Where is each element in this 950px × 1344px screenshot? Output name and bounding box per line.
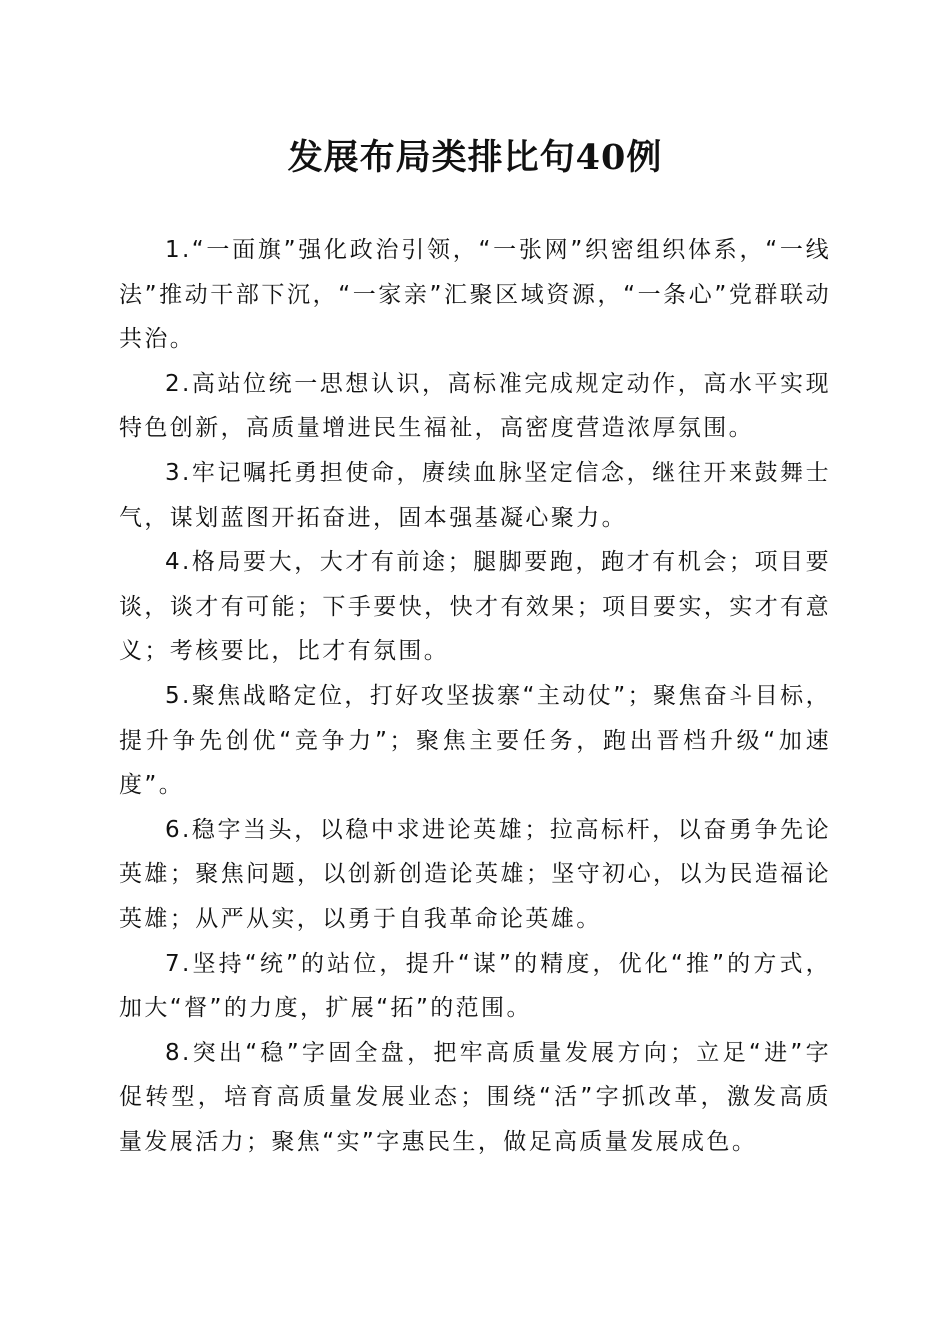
paragraph-7: 7.坚持“统”的站位，提升“谋”的精度，优化“推”的方式，加大“督”的力度，扩展“拓”的范围。 — [119, 950, 831, 1022]
document-body — [119, 228, 831, 1164]
paragraph-1: 1.“一面旗”强化政治引领，“一张网”织密组织体系，“一线法”推动干部下沉，“一家亲”汇聚区域资源，“一条心”党群联动共治。 — [119, 237, 831, 353]
paragraph-6: 6.稳字当头，以稳中求进论英雄；拉高标杆，以奋勇争先论英雄；聚焦问题，以创新创造论英雄；坚守初心，以为民造福论英雄；从严从实，以勇于自我革命论英雄。 — [119, 816, 831, 932]
paragraph-4: 4.格局要大，大才有前途；腿脚要跑，跑才有机会；项目要谈，谈才有可能；下手要快，快才有效果；项目要实，实才有意义；考核要比，比才有氛围。 — [119, 549, 831, 665]
document-title: 发展布局类排比句40例 — [287, 137, 663, 178]
paragraph-3: 3.牢记嘱托勇担使命，赓续血脉坚定信念，继往开来鼓舞士气，谋划蓝图开拓奋进，固本强基凝心聚力。 — [119, 459, 831, 531]
paragraph-8: 8.突出“稳”字固全盘，把牢高质量发展方向；立足“进”字促转型，培育高质量发展业态；围绕“活”字抓改革，激发高质量发展活力；聚焦“实”字惠民生，做足高质量发展成色。 — [119, 1039, 831, 1155]
paragraph-2: 2.高站位统一思想认识，高标准完成规定动作，高水平实现特色创新，高质量增进民生福祉，高密度营造浓厚氛围。 — [119, 370, 831, 442]
paragraph-5: 5.聚焦战略定位，打好攻坚拔寨“主动仗”；聚焦奋斗目标，提升争先创优“竞争力”；聚焦主要任务，跑出晋档升级“加速度”。 — [119, 682, 831, 799]
